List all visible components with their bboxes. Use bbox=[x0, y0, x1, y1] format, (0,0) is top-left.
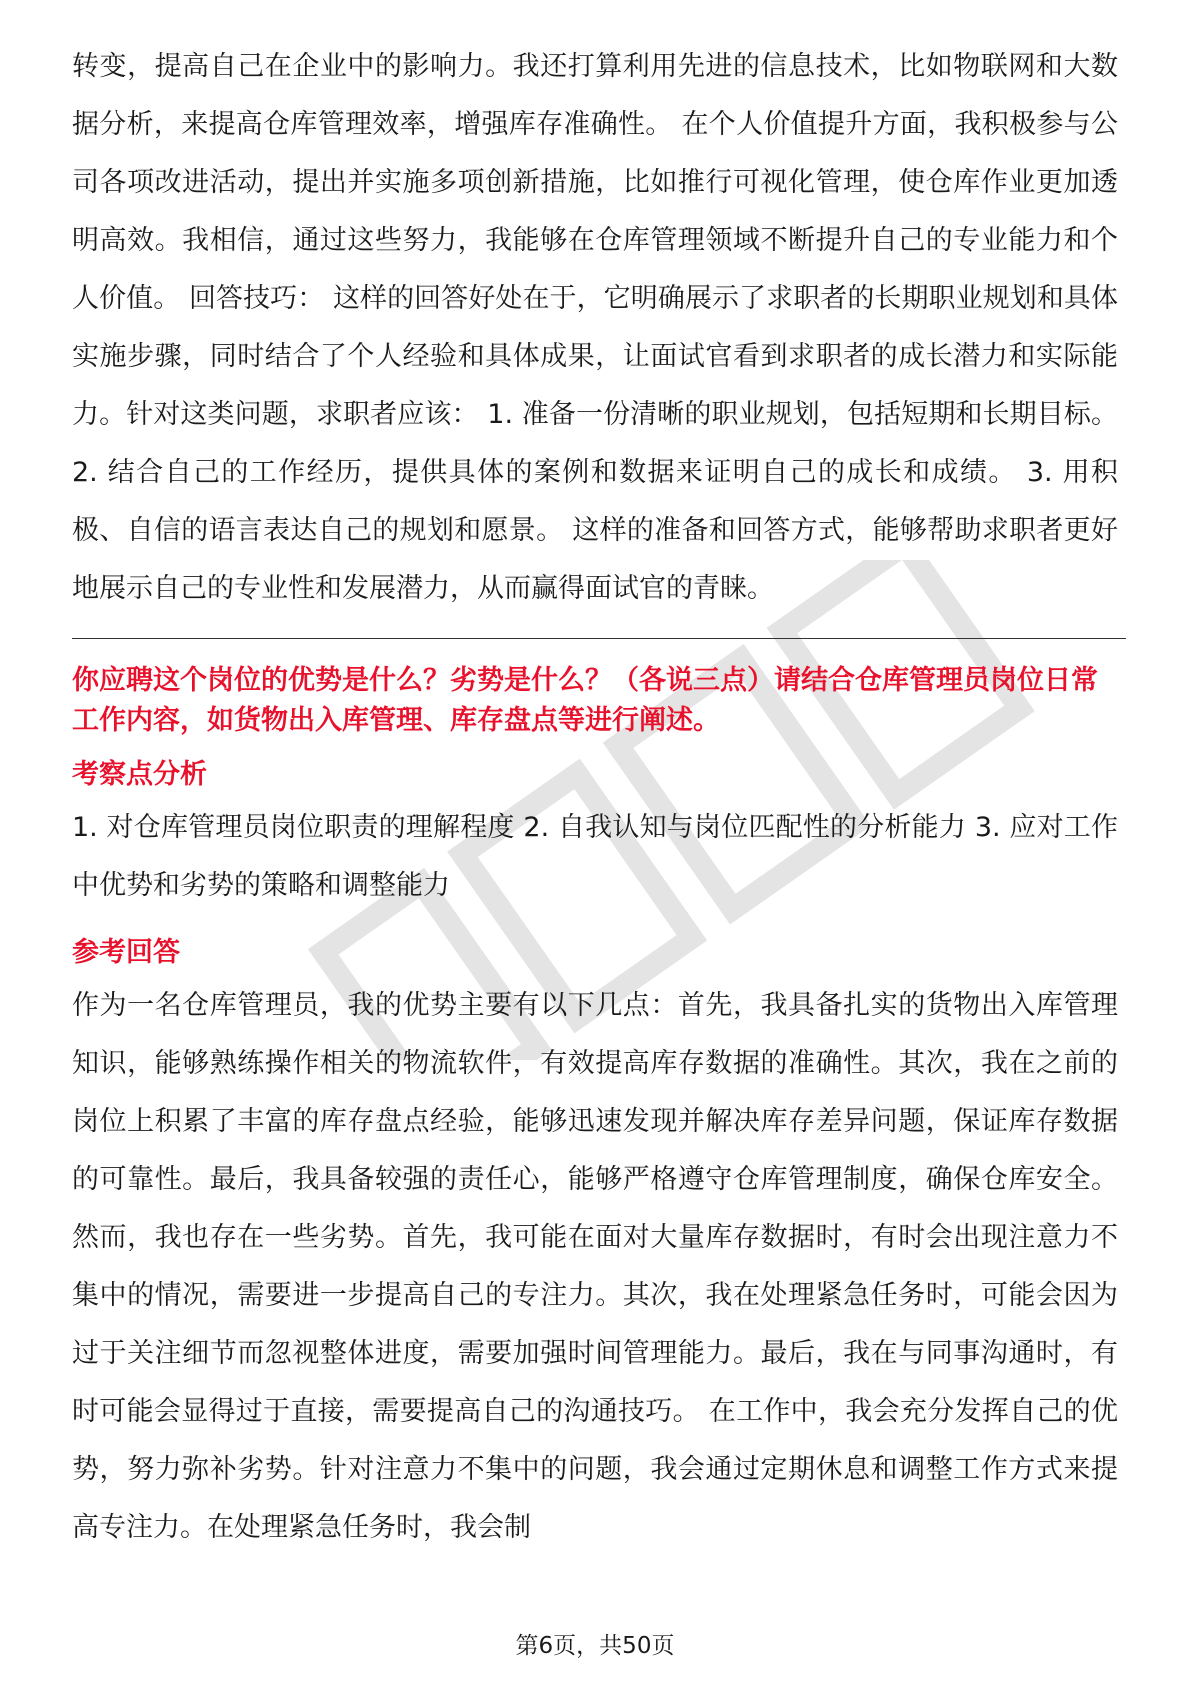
analysis-heading: 考察点分析 bbox=[72, 759, 207, 790]
interview-question: 你应聘这个岗位的优势是什么？劣势是什么？（各说三点）请结合仓库管理员岗位日常工作内容，如货物出入库管理、库存盘点等进行阐述。 bbox=[72, 665, 1098, 736]
section-divider bbox=[72, 638, 1126, 639]
analysis-text: 1. 对仓库管理员岗位职责的理解程度 2. 自我认知与岗位匹配性的分析能力 3. 应对工作中优势和劣势的策略和调整能力 bbox=[72, 812, 1118, 901]
answer-heading: 参考回答 bbox=[72, 937, 180, 968]
answer-text: 作为一名仓库管理员，我的优势主要有以下几点：首先，我具备扎实的货物出入库管理知识，能够熟练操作相关的物流软件，有效提高库存数据的准确性。其次，我在之前的岗位上积累了丰富的库存盘点经验，能够迅速发现并解决库存差异问题，保证库存数据的可靠性。最后，我具备较强的责任心，能够严格遵守仓库管理制度，确保仓库安全。 然而，我也存在一些劣势。首先，我可能在面对大量库存数据时，有时会出现注意力不集中的情况，需要进一步提高自己的专注力。其次，我在处理紧急任务时，可能会因为过于关注细节而忽视整体进度，需要加强时间管理能力。最后，我在与同事沟通时，有时可能会显得过于直接，需要提高自己的沟通技巧。 在工作中，我会充分发挥自己的优势，努力弥补劣势。针对注意力不集中的问题，我会通过定期休息和调整工作方式来提高专注力。在处理紧急任务时，我会制 bbox=[72, 990, 1118, 1543]
page-number-footer: 第6页，共50页 bbox=[515, 1633, 675, 1659]
page-content bbox=[72, 38, 1118, 1557]
continued-paragraph: 转变，提高自己在企业中的影响力。我还打算利用先进的信息技术，比如物联网和大数据分析，来提高仓库管理效率，增强库存准确性。 在个人价值提升方面，我积极参与公司各项改进活动，提出并实施多项创新措施，比如推行可视化管理，使仓库作业更加透明高效。我相信，通过这些努力，我能够在仓库管理领域不断提升自己的专业能力和个人价值。 回答技巧： 这样的回答好处在于，它明确展示了求职者的长期职业规划和具体实施步骤，同时结合了个人经验和具体成果，让面试官看到求职者的成长潜力和实际能力。针对这类问题，求职者应该： 1. 准备一份清晰的职业规划，包括短期和长期目标。 2. 结合自己的工作经历，提供具体的案例和数据来证明自己的成长和成绩。 3. 用积极、自信的语言表达自己的规划和愿景。 这样的准备和回答方式，能够帮助求职者更好地展示自己的专业性和发展潜力，从而赢得面试官的青睐。 bbox=[72, 51, 1118, 604]
